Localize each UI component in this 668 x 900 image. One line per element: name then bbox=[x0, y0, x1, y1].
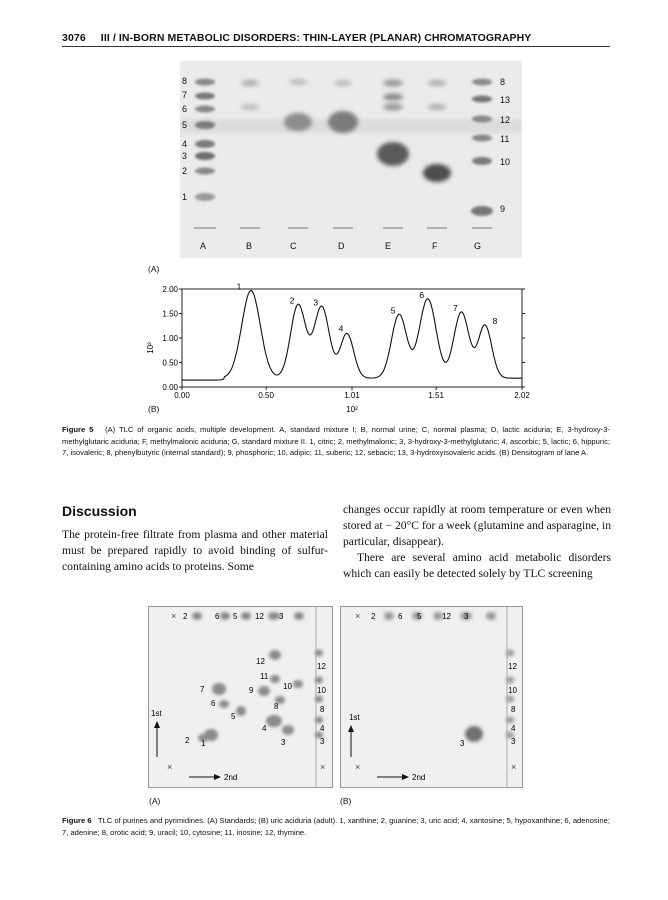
first-dir-label: 1st bbox=[349, 713, 360, 722]
right-num-9: 9 bbox=[500, 204, 506, 214]
second-dir-label: 2nd bbox=[412, 773, 426, 782]
x-tick-label: 1.01 bbox=[344, 391, 360, 400]
spot-d-top bbox=[334, 80, 352, 86]
right-label: 8 bbox=[511, 705, 516, 714]
second-dir-arrowhead bbox=[214, 774, 221, 780]
discussion-col2-p1: changes occur rapidly at room temperature or even when stored at − 20°C for a week (glutamine and asparagine, in particular, disappear). bbox=[343, 503, 611, 548]
first-dir-arrowhead bbox=[348, 725, 354, 732]
right-num-10: 10 bbox=[500, 157, 511, 167]
discussion-col2 bbox=[343, 502, 611, 582]
top-label: 2 bbox=[371, 612, 376, 621]
top-label: 3 bbox=[279, 612, 284, 621]
figure6-caption-text: TLC of purines and pyrimidines. (A) Standards; (B) uric aciduria (adult). 1, xanthine; 2, guanine; 3, uric acid; 4, xantosine; 5, hypoxanthine; 6, adenosine; 7, adenine; 8, orotic acid; 9, uracil; 10, cytosine; 11, inosine; 12, thymine. bbox=[62, 816, 610, 837]
peak-label: 4 bbox=[338, 323, 344, 334]
lane-label-e: E bbox=[385, 241, 392, 251]
spot-label: 9 bbox=[249, 686, 254, 695]
spot-label: 3 bbox=[281, 738, 286, 747]
second-dir-arrowhead bbox=[402, 774, 409, 780]
figure5-panel-a-label: (A) bbox=[148, 264, 160, 274]
discussion-heading: Discussion bbox=[62, 503, 137, 519]
y-tick-label: 1.50 bbox=[162, 309, 178, 319]
right-label: 10 bbox=[317, 686, 326, 695]
figure6-plate-b bbox=[340, 606, 523, 788]
y-tick-label: 2.00 bbox=[162, 285, 178, 294]
origin-mark-top: × bbox=[171, 611, 177, 621]
figure6-caption-label: Figure 6 bbox=[62, 816, 92, 825]
figure6-panel-b-label: (B) bbox=[340, 796, 352, 806]
figure6-plate-a bbox=[148, 606, 333, 788]
peak-label: 8 bbox=[492, 316, 498, 327]
spot-label: 3 bbox=[460, 739, 465, 748]
spot bbox=[506, 650, 514, 657]
spot-e-hmg bbox=[377, 142, 409, 166]
lane-label-a: A bbox=[200, 241, 207, 251]
first-dir-label: 1st bbox=[151, 709, 162, 718]
origin-marks bbox=[194, 227, 492, 229]
spot bbox=[486, 612, 496, 620]
page-number: 3076 bbox=[62, 32, 86, 44]
spot-b-mid bbox=[241, 104, 259, 110]
origin-mark: × bbox=[355, 762, 361, 772]
spot-f-top bbox=[428, 80, 446, 86]
spot bbox=[204, 729, 218, 741]
left-num-5: 5 bbox=[182, 120, 188, 130]
spot bbox=[212, 683, 226, 695]
figure6-plate-b-svg bbox=[341, 607, 522, 787]
spot-a5 bbox=[195, 121, 215, 129]
spot bbox=[236, 706, 246, 716]
spot-a3 bbox=[195, 152, 215, 160]
left-num-3: 3 bbox=[182, 151, 188, 161]
spot bbox=[506, 677, 514, 684]
plate-a-spots bbox=[192, 612, 323, 742]
right-label: 3 bbox=[320, 737, 325, 746]
spot-label: 6 bbox=[211, 699, 216, 708]
right-label: 8 bbox=[320, 705, 325, 714]
top-label: 6 bbox=[398, 612, 403, 621]
discussion-col2-p2: There are several amino acid metabolic disorders which can easily be detected solely by TLC screening bbox=[343, 551, 611, 580]
spot-c-lactic bbox=[284, 113, 312, 131]
spot bbox=[294, 612, 304, 620]
figure5-caption bbox=[62, 424, 610, 459]
x-tick-label: 0.50 bbox=[258, 391, 274, 400]
right-label: 12 bbox=[317, 662, 326, 671]
peak-label: 7 bbox=[453, 302, 458, 313]
spot-e2 bbox=[383, 94, 403, 101]
figure6-panel-a-label: (A) bbox=[149, 796, 161, 806]
peak-label: 1 bbox=[236, 281, 242, 292]
spot bbox=[506, 717, 514, 724]
left-num-6: 6 bbox=[182, 104, 188, 114]
figure5-plate-svg bbox=[180, 61, 522, 258]
figure6-caption bbox=[62, 815, 610, 838]
running-title: III / IN-BORN METABOLIC DISORDERS: THIN-LAYER (PLANAR) CHROMATOGRAPHY bbox=[100, 32, 532, 44]
spot-a1 bbox=[195, 193, 215, 201]
spot-g11 bbox=[472, 135, 492, 142]
lane-label-f: F bbox=[432, 241, 438, 251]
y-tick-label: 1.00 bbox=[162, 334, 178, 343]
spot bbox=[315, 650, 323, 657]
running-header bbox=[62, 32, 531, 44]
spot bbox=[282, 725, 294, 735]
right-label: 4 bbox=[511, 724, 516, 733]
spot-label: 7 bbox=[200, 685, 205, 694]
discussion-col1: The protein-free filtrate from plasma and other material must be prepared rapidly to avoid binding of sulfur-containing amino acids to proteins. Some bbox=[62, 528, 328, 573]
y-tick-label: 0.50 bbox=[162, 358, 178, 368]
right-num-11: 11 bbox=[500, 134, 510, 144]
spot-a8 bbox=[195, 79, 215, 86]
spot-f-mid bbox=[428, 104, 446, 110]
left-num-1: 1 bbox=[182, 192, 188, 202]
spot bbox=[315, 717, 323, 724]
right-num-13: 13 bbox=[500, 95, 511, 105]
right-label: 4 bbox=[320, 724, 325, 733]
spot-a7 bbox=[195, 93, 215, 100]
x-tick-label: 1.51 bbox=[428, 391, 444, 400]
peak-label: 3 bbox=[313, 297, 319, 308]
left-num-4: 4 bbox=[182, 139, 188, 149]
spot-g12 bbox=[472, 116, 492, 123]
lane-label-d: D bbox=[338, 241, 345, 251]
spot bbox=[293, 680, 303, 688]
y-tick-label: 0.00 bbox=[162, 383, 178, 392]
origin-mark bbox=[194, 227, 216, 229]
spot-d-lactic bbox=[328, 111, 358, 133]
spot-label: 12 bbox=[256, 657, 265, 666]
lane-label-g: G bbox=[474, 241, 482, 251]
first-dir-arrowhead bbox=[154, 721, 160, 728]
origin-mark bbox=[472, 227, 492, 229]
second-dir-label: 2nd bbox=[224, 773, 238, 782]
spot-b-top bbox=[241, 80, 259, 86]
spot bbox=[315, 677, 323, 684]
left-num-8: 8 bbox=[182, 76, 188, 86]
spot bbox=[506, 696, 514, 703]
densitogram-x-label: 10² bbox=[346, 405, 358, 414]
top-label: 12 bbox=[255, 612, 264, 621]
spot-uric-acid bbox=[465, 726, 483, 742]
spot-c-top bbox=[289, 79, 307, 85]
peak-label: 2 bbox=[289, 295, 295, 306]
origin-mark: × bbox=[320, 762, 326, 772]
spot bbox=[270, 675, 280, 683]
lane-g-spots bbox=[471, 79, 493, 217]
figure5-caption-text: (A) TLC of organic acids, multiple development. A, standard mixture I; B, normal urine; C, normal plasma; D, lactic aciduria; E, 3-hydroxy-3-methylglutaric aciduria; F, methylmalonic aciduria; G, standard mixture II. 1, citric; 2, methylmalonic; 3, 3-hydroxy-3-methylglutaric; 4, ascorbic; 5, lactic; 6, hippuric; 7, isovaleric; 8, phenylbutyric (internal standard); 9, phosphoric; 10, adipic; 11, suberic; 12, sebacic; 13, 3-hydroxyisovaleric acids. (B) Densitogram of lane A. bbox=[62, 425, 610, 458]
spot-g13 bbox=[472, 96, 492, 103]
right-label: 3 bbox=[511, 737, 516, 746]
right-label: 12 bbox=[508, 662, 517, 671]
spot bbox=[241, 612, 251, 620]
densitogram-y-label: 10² bbox=[146, 342, 155, 354]
lane-label-c: C bbox=[290, 241, 297, 251]
spot bbox=[219, 700, 229, 708]
spot-label: 1 bbox=[201, 739, 206, 748]
top-label: 6 bbox=[215, 612, 220, 621]
densitogram-trace bbox=[182, 291, 522, 381]
origin-mark bbox=[383, 227, 403, 229]
spot-a4 bbox=[195, 140, 215, 148]
origin-mark bbox=[288, 227, 308, 229]
right-num-12: 12 bbox=[500, 115, 511, 125]
plot-frame bbox=[182, 289, 522, 387]
spot bbox=[384, 612, 394, 620]
spot bbox=[192, 612, 202, 620]
figure5-caption-label: Figure 5 bbox=[62, 425, 94, 434]
origin-mark bbox=[427, 227, 447, 229]
peak-label: 5 bbox=[390, 305, 396, 316]
lane-label-b: B bbox=[246, 241, 253, 251]
spot-a2 bbox=[195, 168, 215, 175]
spot-g8 bbox=[472, 79, 492, 86]
spot bbox=[220, 612, 230, 620]
spot-label: 10 bbox=[283, 682, 292, 691]
top-label: 2 bbox=[183, 612, 188, 621]
origin-mark bbox=[240, 227, 260, 229]
origin-mark: × bbox=[511, 762, 517, 772]
spot bbox=[258, 686, 270, 696]
densitogram-axes bbox=[162, 285, 530, 400]
spot-e1 bbox=[383, 80, 403, 87]
peak-label: 6 bbox=[419, 289, 425, 300]
top-label: 3 bbox=[464, 612, 469, 621]
spot-e3 bbox=[383, 104, 403, 111]
spot bbox=[266, 715, 282, 727]
figure5-tlc-plate bbox=[180, 61, 522, 258]
right-num-8: 8 bbox=[500, 77, 506, 87]
spot-label: 4 bbox=[262, 724, 267, 733]
spot bbox=[269, 650, 281, 660]
right-label: 10 bbox=[508, 686, 517, 695]
figure6-plate-a-svg bbox=[149, 607, 332, 787]
plate-b-spots bbox=[384, 612, 514, 742]
lane-a-spots bbox=[195, 79, 215, 202]
figure5-panel-b-label: (B) bbox=[148, 404, 160, 414]
top-label: 5 bbox=[417, 612, 422, 621]
spot bbox=[315, 696, 323, 703]
left-num-2: 2 bbox=[182, 166, 188, 176]
top-label: 5 bbox=[233, 612, 238, 621]
origin-mark bbox=[333, 227, 353, 229]
origin-mark: × bbox=[167, 762, 173, 772]
spot-label: 8 bbox=[274, 702, 279, 711]
densitogram-chart bbox=[120, 278, 540, 418]
x-tick-label: 2.02 bbox=[514, 391, 530, 400]
spot-a6 bbox=[195, 106, 215, 113]
left-num-7: 7 bbox=[182, 90, 188, 100]
origin-mark-top: × bbox=[355, 611, 361, 621]
x-tick-label: 0.00 bbox=[174, 391, 190, 400]
spot-label: 2 bbox=[185, 736, 190, 745]
spot-g10 bbox=[472, 157, 492, 165]
spot-label: 11 bbox=[260, 672, 269, 681]
spot-f-mma bbox=[423, 164, 451, 182]
spot-g9 bbox=[471, 206, 493, 216]
top-label: 12 bbox=[442, 612, 451, 621]
spot-label: 5 bbox=[231, 712, 236, 721]
header-rule bbox=[62, 46, 610, 47]
